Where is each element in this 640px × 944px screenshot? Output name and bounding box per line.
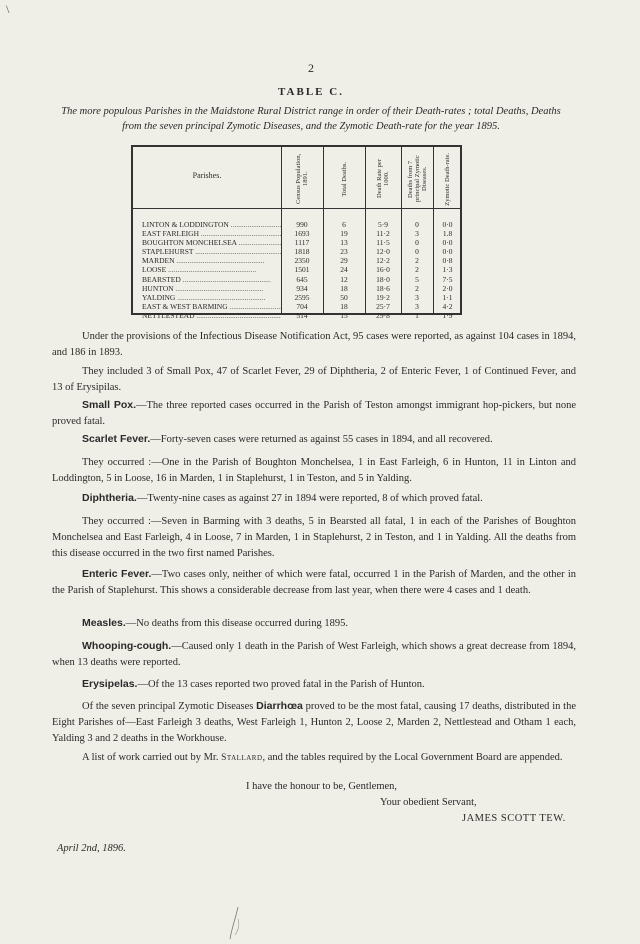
table-row	[133, 265, 460, 274]
table-row	[133, 238, 460, 247]
work-text: , and the tables required by the Local Government Board are appended.	[262, 752, 563, 763]
signature-closing: I have the honour to be, Gentlemen,	[246, 781, 398, 792]
paragraph-scarlet-occurred: They occurred :—One in the Parish of Boughton Monchelsea, 1 in East Farleigh, 6 in Hunton, 11 in Linton and Loddington, 5 in Loose, 16 in Marden, 1 in Staplehurst, 1 in Teston, and 5 in Yalding.	[52, 457, 576, 484]
measles-heading: Measles.	[82, 617, 126, 629]
table-cell: 1·1	[442, 292, 453, 302]
table-row	[133, 311, 460, 320]
table-cell: 29	[340, 256, 348, 266]
diphtheria-text: —Twenty-nine cases as against 27 in 1894 were reported, 8 of which proved fatal.	[136, 493, 483, 504]
signature-name: JAMES SCOTT TEW.	[462, 813, 566, 824]
table-cell: 2	[415, 256, 419, 266]
table-cell: 6	[342, 220, 346, 229]
table-cell: 1501	[294, 265, 310, 275]
table-cell: 3	[415, 229, 419, 239]
table-cell: 25·7	[376, 301, 390, 311]
table-cell: 1117	[294, 238, 310, 248]
work-intro: A list of work carried out by Mr.	[82, 752, 222, 763]
corner-mark: \	[6, 2, 10, 16]
table-cell: 514	[296, 310, 308, 320]
table-cell: 2·0	[442, 283, 453, 293]
table-title: TABLE C.	[278, 86, 344, 98]
diarrhoea-intro: Of the seven principal Zymotic Diseases	[82, 701, 257, 712]
page-number: 2	[308, 61, 314, 75]
table-cell: 23	[340, 247, 348, 257]
erysipelas-heading: Erysipelas.	[82, 678, 138, 690]
table-cell: 19·2	[376, 292, 390, 302]
paragraph-whooping-cough	[52, 638, 576, 671]
paragraph-small-pox	[52, 397, 576, 430]
paragraph-erysipelas	[52, 676, 576, 693]
small-pox-text: —The three reported cases occurred in the Parish of Teston amongst immigrant hop-pickers, but none proved fatal.	[52, 400, 576, 427]
table-cell: 29·8	[376, 310, 390, 320]
table-cell: 2	[415, 283, 419, 293]
paragraph-measles	[52, 615, 576, 632]
table-cell: 645	[296, 274, 308, 284]
erysipelas-text: —Of the 13 cases reported two proved fatal in the Parish of Hunton.	[137, 679, 425, 690]
table-cell: 50	[340, 292, 348, 302]
enteric-fever-heading: Enteric Fever.	[82, 568, 152, 580]
table-cell: 1	[415, 310, 419, 320]
table-row	[133, 220, 460, 229]
table-row	[133, 247, 460, 256]
table-row	[133, 275, 460, 284]
table-cell: 15	[340, 310, 348, 320]
table-cell: 1·3	[442, 265, 453, 275]
table-cell: 4·2	[442, 301, 453, 311]
parish-name: NETTLESTEAD .....	[142, 311, 281, 320]
paragraph-included: They included 3 of Small Pox, 47 of Scarlet Fever, 29 of Diphtheria, 2 of Enteric Fever, 1 of Continued Fever, and 13 of Erysipilas.	[52, 366, 576, 393]
scarlet-fever-heading: Scarlet Fever.	[82, 433, 151, 445]
column-header-total-deaths: Total Deaths.	[340, 161, 348, 197]
table-cell: 16·0	[376, 265, 390, 275]
table-cell: 0	[415, 247, 419, 257]
paragraph-notification: Under the provisions of the Infectious Disease Notification Act, 95 cases were reported, as against 104 cases in 1894, and 186 in 1893.	[52, 331, 576, 358]
enteric-fever-text: —Two cases only, neither of which were fatal, occurred 1 in the Parish of Marden, and the other in the Parish of Staplehurst. This shows a considerable decrease from last year, when there were 4 cases and 1 death.	[52, 569, 576, 596]
stallard-name: Stallard	[221, 753, 263, 763]
stray-pen-mark	[226, 905, 246, 941]
table-cell: 2	[415, 265, 419, 275]
parish-name: BOUGHTON MONCHELSEA .....	[142, 238, 281, 247]
table-row	[133, 284, 460, 293]
document-date: April 2nd, 1896.	[57, 843, 126, 854]
parish-name: LINTON & LODDINGTON .....	[142, 220, 281, 229]
table-row	[133, 229, 460, 238]
table-body	[133, 220, 460, 320]
diphtheria-heading: Diphtheria.	[82, 492, 137, 504]
table-cell: 18·6	[376, 283, 390, 293]
parish-name: YALDING .....	[142, 293, 281, 302]
table-cell: 19	[340, 229, 348, 239]
parish-name: EAST FARLEIGH .....	[142, 229, 281, 238]
table-caption: The more populous Parishes in the Maidstone Rural District range in order of their Death-rates ; total Deaths, Deaths from the seven principal Zymotic Diseases, and the Zymotic Death-rate for the year 1895.	[61, 106, 561, 132]
whooping-cough-text: —Caused only 1 death in the Parish of West Farleigh, which shows a great decrease from 1894, when 13 deaths were reported.	[52, 641, 576, 668]
table-cell: 12·0	[376, 247, 390, 257]
parish-name: LOOSE .....	[142, 265, 281, 274]
paragraph-scarlet-fever	[52, 431, 576, 448]
parish-name: STAPLEHURST .....	[142, 247, 281, 256]
table-cell: 1693	[294, 229, 310, 239]
parish-name: EAST & WEST BARMING .....	[142, 302, 281, 311]
header-rule	[133, 208, 460, 209]
table-cell: 1·9	[442, 310, 453, 320]
column-header-zymotic-deaths: Deaths from 7 principal Zymotic Diseases.	[406, 155, 428, 203]
table-cell: 2350	[294, 256, 310, 266]
table-cell: 13	[340, 238, 348, 248]
parish-name: MARDEN .....	[142, 256, 281, 265]
table-cell: 3	[415, 301, 419, 311]
table-cell: 704	[296, 301, 308, 311]
table-cell: 12	[340, 274, 348, 284]
signature-servant: Your obedient Servant,	[380, 797, 477, 808]
parish-name: BEARSTED .....	[142, 275, 281, 284]
column-header-parishes: Parishes.	[192, 171, 222, 180]
death-rate-table	[131, 145, 462, 320]
table-row	[133, 256, 460, 265]
table-cell: 2595	[294, 292, 310, 302]
whooping-cough-heading: Whooping-cough.	[82, 640, 172, 652]
table-cell: 0·0	[442, 220, 453, 229]
table-cell: 1818	[294, 247, 310, 257]
table-cell: 11·2	[376, 229, 390, 239]
scarlet-fever-text: —Forty-seven cases were returned as against 55 cases in 1894, and all recovered.	[150, 434, 493, 445]
small-pox-heading: Small Pox.	[82, 399, 137, 411]
table-cell: 3	[415, 292, 419, 302]
table-cell: 5	[415, 274, 419, 284]
table-row	[133, 293, 460, 302]
table-cell: 1.8	[442, 229, 453, 239]
paragraph-diphtheria-occurred: They occurred :—Seven in Barming with 3 deaths, 5 in Bearsted all fatal, 1 in each of the Parishes of Boughton Monchelsea and East Farleigh, 4 in Loose, 7 in Marden, 1 in Staplehurst, 2 in Teston, and 1 in Yalding. All the deaths from this disease occurred in the two first named Parishes.	[52, 516, 576, 559]
paragraph-diarrhoea	[52, 698, 576, 747]
column-header-population: Census Population, 1891.	[295, 153, 309, 205]
table-cell: 0·0	[442, 247, 453, 257]
table-cell: 990	[296, 220, 308, 229]
table-cell: 11·5	[376, 238, 390, 248]
table-cell: 0·0	[442, 238, 453, 248]
table-cell: 0	[415, 238, 419, 248]
table-row	[133, 302, 460, 311]
table-cell: 934	[296, 283, 308, 293]
table-cell: 7·5	[442, 274, 453, 284]
diarrhoea-heading: Diarrhœa	[256, 700, 303, 712]
column-header-zymotic-rate: Zymotic Death-rate.	[444, 152, 451, 206]
table-cell: 5·9	[378, 220, 388, 229]
table-cell: 24	[340, 265, 348, 275]
column-header-death-rate: Death Rate per 1000.	[376, 159, 390, 199]
paragraph-diphtheria	[52, 490, 576, 507]
paragraph-work-list	[52, 750, 576, 766]
table-cell: 18	[340, 301, 348, 311]
table-cell: 18·0	[376, 274, 390, 284]
table-cell: 0	[415, 220, 419, 229]
table-cell: 0·8	[442, 256, 453, 266]
paragraph-enteric-fever	[52, 566, 576, 599]
table-cell: 12·2	[376, 256, 390, 266]
measles-text: —No deaths from this disease occurred during 1895.	[125, 618, 348, 629]
table-cell: 18	[340, 283, 348, 293]
parish-name: HUNTON .....	[142, 284, 281, 293]
diarrhoea-text: proved to be the most fatal, causing 17 deaths, distributed in the Eight Parishes of—East Farleigh 3 deaths, West Farleigh 1, Hunton 2, Loose 2, Marden 2, Nettlestead and Otham 1 each, Yalding 3 and 2 deaths in the Workhouse.	[52, 701, 576, 744]
